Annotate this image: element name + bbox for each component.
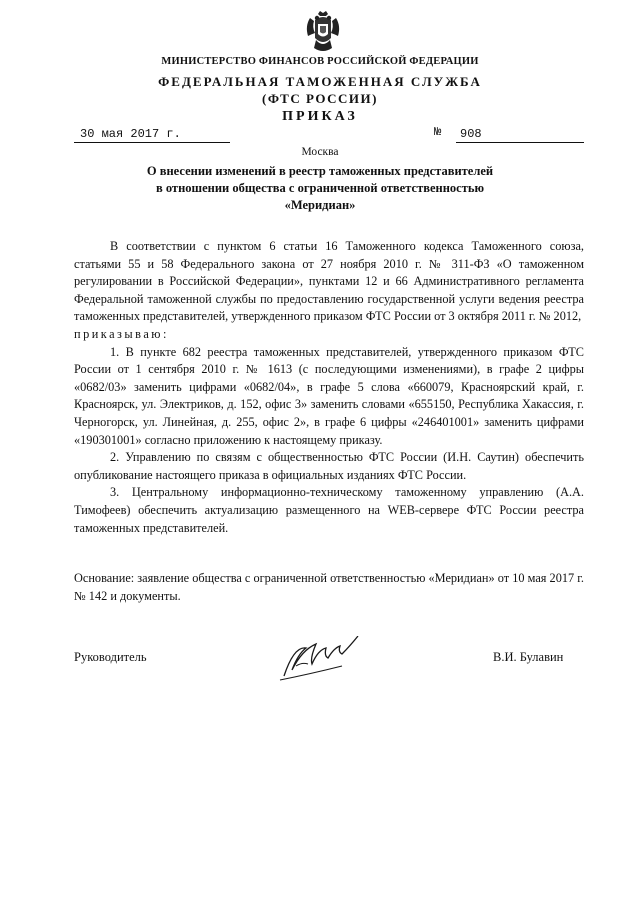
document-type-title: ПРИКАЗ xyxy=(282,109,358,124)
order-item-3: 3. Центральному информационно-техническому таможенному управлению (А.А. Тимофеев) обеспечить актуализацию размещенного на WEB-сервере ФТС России реестра таможенных представителей. xyxy=(74,485,584,535)
service-name: ФЕДЕРАЛЬНАЯ ТАМОЖЕННАЯ СЛУЖБА xyxy=(158,74,482,89)
order-subject xyxy=(0,163,640,214)
order-city: Москва xyxy=(301,146,339,158)
order-body xyxy=(74,238,584,537)
handwritten-signature-icon xyxy=(276,636,376,688)
subject-line: О внесении изменений в реестр таможенных представителей xyxy=(146,164,494,178)
basis-text: Основание: заявление общества с ограниченной ответственностью «Меридиан» от 10 мая 2017 г. № 142 и документы. xyxy=(74,571,584,603)
subject-line: «Меридиан» xyxy=(284,198,356,212)
order-number: 908 xyxy=(456,127,584,143)
service-abbreviation: (ФТС РОССИИ) xyxy=(262,91,378,106)
order-basis xyxy=(74,570,584,605)
russian-coat-of-arms-icon xyxy=(304,10,342,56)
signer-role: Руководитель xyxy=(74,650,147,664)
orders-word: приказываю: xyxy=(74,326,169,341)
order-item-2: 2. Управлению по связям с общественностью ФТС России (И.Н. Саутин) обеспечить опубликование настоящего приказа в официальных изданиях ФТС России. xyxy=(74,450,584,482)
order-date: 30 мая 2017 г. xyxy=(74,127,230,143)
order-item-1: 1. В пункте 682 реестра таможенных представителей, утвержденного приказом ФТС России от 1 сентября 2010 г. № 1613 (с последующими изменениями), в графе 2 цифры «0682/03» заменить цифрами «0682/04», в графе 5 слова «660079, Красноярский край, г. Красноярск, ул. Электриков, д. 152, офис 3» заменить словами «655150, Республика Хакассия, г. Черногорск, ул. Линейная, д. 255, офис 2», в графе 6 цифры «246401001» заменить цифрами «190301001» согласно приложению к настоящему приказу. xyxy=(74,344,584,447)
subject-line: в отношении общества с ограниченной ответственностью xyxy=(155,181,485,195)
signer-name: В.И. Булавин xyxy=(493,650,564,664)
order-number-label: № xyxy=(434,125,442,139)
ministry-name: МИНИСТЕРСТВО ФИНАНСОВ РОССИЙСКОЙ ФЕДЕРАЦИИ xyxy=(161,56,479,67)
preamble-paragraph: В соответствии с пунктом 6 статьи 16 Таможенного кодекса Таможенного союза, статьями 55 и 58 Федерального закона от 27 ноября 2010 г. № 311-ФЗ «О таможенном регулировании в Российской Федерации», пунктами 12 и 66 Административного регламента Федеральной таможенной службы по предоставлению государственной услуги ведения реестра таможенных представителей, утвержденного приказом ФТС России от 3 октября 2011 г. № 2012, xyxy=(74,239,584,324)
